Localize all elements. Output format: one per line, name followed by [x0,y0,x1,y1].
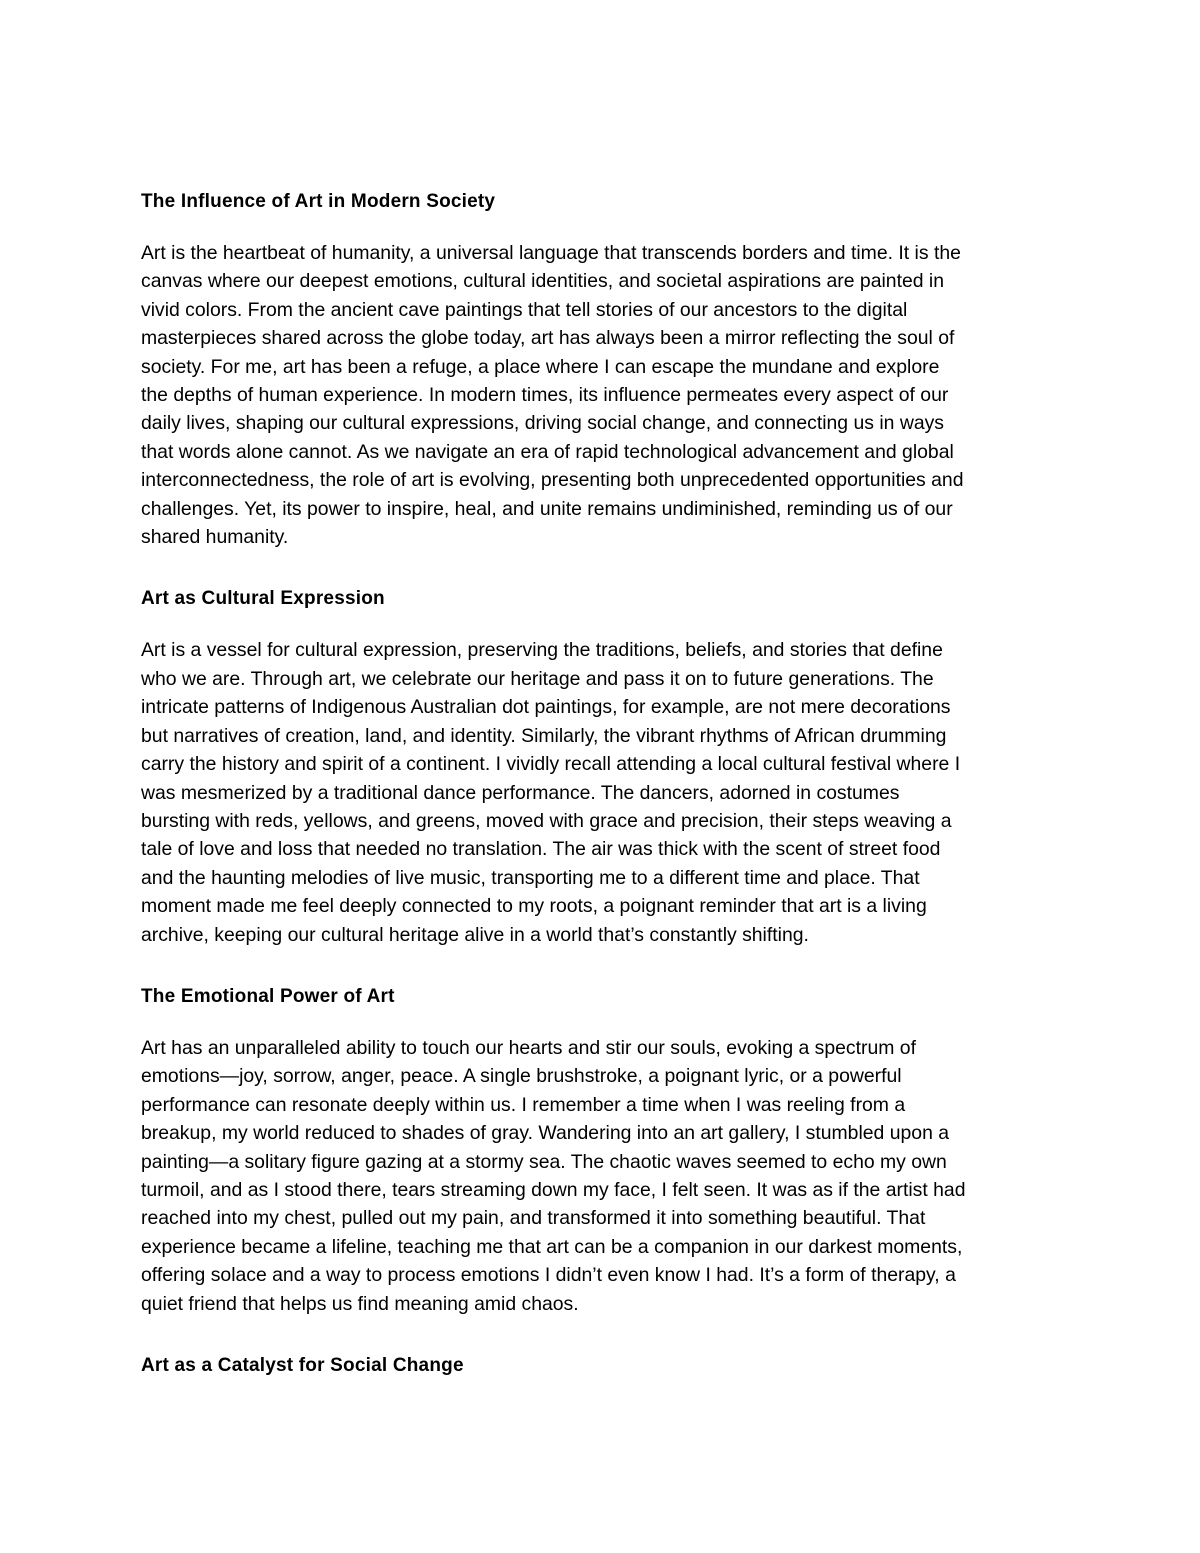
paragraph-line: breakup, my world reduced to shades of gray. Wandering into an art gallery, I stumbled upon a [141,1122,950,1145]
paragraph-line: shared humanity. [141,526,289,549]
emotional-power-paragraph [141,1034,1066,1318]
document-title: The Influence of Art in Modern Society [141,191,496,212]
paragraph-line: vivid colors. From the ancient cave paintings that tell stories of our ancestors to the digital [141,298,908,321]
paragraph-line: Art is the heartbeat of humanity, a universal language that transcends borders and time. It is the [141,242,961,264]
paragraph-line: the depths of human experience. In modern times, its influence permeates every aspect of our [141,384,949,407]
paragraph-line: carry the history and spirit of a continent. I vividly recall attending a local cultural festival where I [141,753,961,776]
paragraph-line: experience became a lifeline, teaching me that art can be a companion in our darkest moments, [141,1235,963,1258]
document-page [141,188,1066,1403]
paragraph-line: reached into my chest, pulled out my pain, and transformed it into something beautiful. That [141,1207,926,1230]
paragraph-line: performance can resonate deeply within us. I remember a time when I was reeling from a [141,1093,906,1116]
section-heading-social-change: Art as a Catalyst for Social Change [141,1355,464,1376]
paragraph-line: interconnectedness, the role of art is evolving, presenting both unprecedented opportunities and [141,469,964,492]
paragraph-line: archive, keeping our cultural heritage alive in a world that’s constantly shifting. [141,923,809,946]
cultural-expression-paragraph [141,636,1066,948]
paragraph-line: turmoil, and as I stood there, tears streaming down my face, I felt seen. It was as if the artist had [141,1178,966,1201]
paragraph-line: and the haunting melodies of live music, transporting me to a different time and place. That [141,866,920,889]
paragraph-line: Art is a vessel for cultural expression, preserving the traditions, beliefs, and stories that define [141,639,943,662]
paragraph-line: Art has an unparalleled ability to touch our hearts and stir our souls, evoking a spectrum of [141,1036,916,1059]
paragraph-line: daily lives, shaping our cultural expressions, driving social change, and connecting us in ways [141,412,944,435]
paragraph-line: emotions—joy, sorrow, anger, peace. A single brushstroke, a poignant lyric, or a powerful [141,1065,902,1088]
paragraph-line: but narratives of creation, land, and identity. Similarly, the vibrant rhythms of African drumming [141,724,947,747]
paragraph-line: was mesmerized by a traditional dance performance. The dancers, adorned in costumes [141,781,900,804]
paragraph-line: bursting with reds, yellows, and greens, moved with grace and precision, their steps weaving a [141,809,952,832]
paragraph-line: who we are. Through art, we celebrate our heritage and pass it on to future generations. The [141,667,934,690]
section-heading-cultural-expression: Art as Cultural Expression [141,588,385,610]
paragraph-line: painting—a solitary figure gazing at a stormy sea. The chaotic waves seemed to echo my own [141,1150,947,1173]
paragraph-line: tale of love and loss that needed no translation. The air was thick with the scent of street food [141,838,941,861]
paragraph-line: challenges. Yet, its power to inspire, heal, and unite remains undiminished, reminding us of our [141,497,953,520]
paragraph-line: quiet friend that helps us find meaning amid chaos. [141,1292,579,1315]
paragraph-line: masterpieces shared across the globe today, art has always been a mirror reflecting the soul of [141,327,955,350]
paragraph-line: canvas where our deepest emotions, cultural identities, and societal aspirations are painted in [141,270,945,293]
paragraph-line: intricate patterns of Indigenous Australian dot paintings, for example, are not mere decorations [141,696,951,719]
section-heading-emotional-power: The Emotional Power of Art [141,985,395,1007]
intro-paragraph [141,239,1066,551]
paragraph-line: that words alone cannot. As we navigate an era of rapid technological advancement and global [141,440,954,463]
paragraph-line: society. For me, art has been a refuge, a place where I can escape the mundane and explore [141,355,940,378]
paragraph-line: moment made me feel deeply connected to my roots, a poignant reminder that art is a living [141,895,927,918]
paragraph-line: offering solace and a way to process emotions I didn’t even know I had. It’s a form of therapy, a [141,1264,956,1287]
